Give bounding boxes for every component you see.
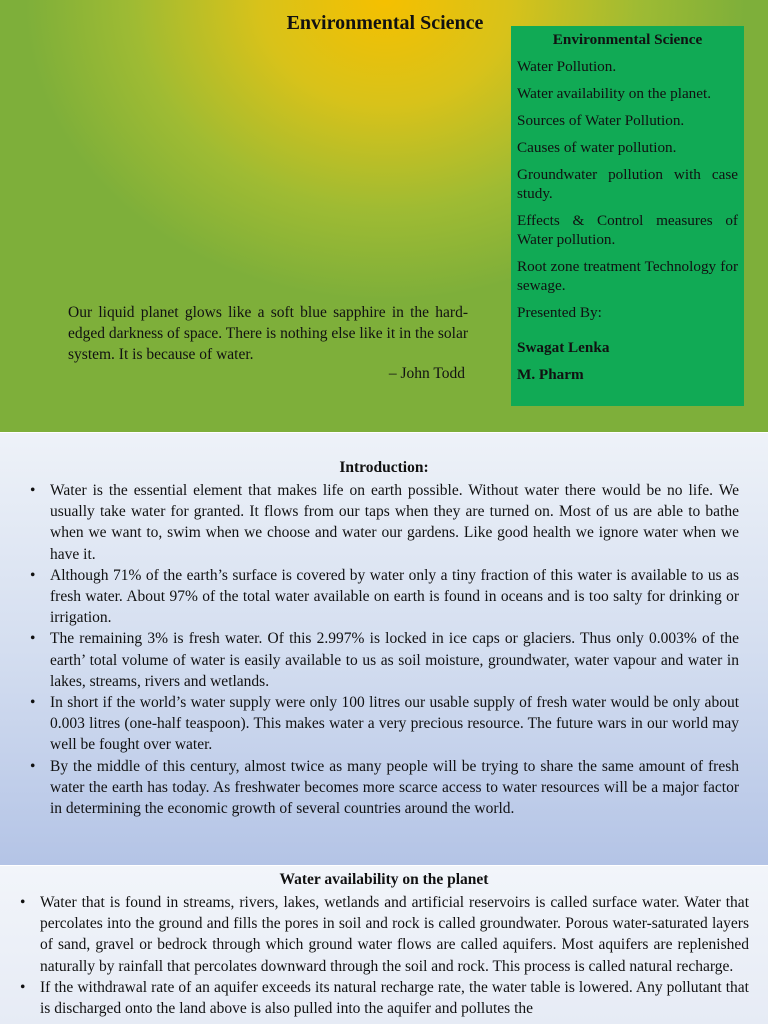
slide-title: Environmental Science xyxy=(286,12,484,34)
list-item xyxy=(30,692,739,756)
contents-item: Groundwater pollution with case study. xyxy=(517,166,738,202)
list-item-text: Water is the essential element that makes life on earth possible. Without water there would be no life. We usually take water for granted. It flows from our taps when they are turned on. Most of us are able to bathe when we want to, swim when we choose and water our gardens. Like good health we ignore water when we have it. xyxy=(50,482,739,563)
list-item xyxy=(30,565,739,629)
list-item xyxy=(30,480,739,565)
introduction-slide xyxy=(0,433,768,865)
list-item-text: Water that is found in streams, rivers, lakes, wetlands and artificial reservoirs is called surface water. Water that percolates into the ground and fills the pores in soil and rock is called groundwater. Porous water-saturated layers of sand, gravel or bedrock through which ground water flows are called aquifers. Most aquifers are replenished naturally by rainfall that percolates downward through the soil and rock. This process is called natural recharge. xyxy=(40,894,749,975)
bullet-icon: • xyxy=(20,894,26,911)
list-item-text: If the withdrawal rate of an aquifer exceeds its natural recharge rate, the water table is lowered. Any pollutant that is discharged onto the land above is also pulled into the aquifer and pollutes the xyxy=(40,978,749,1018)
list-item xyxy=(30,628,739,692)
presented-by-label: Presented By: xyxy=(517,304,602,321)
contents-item: Sources of Water Pollution. xyxy=(517,112,685,129)
contents-box xyxy=(511,26,744,406)
contents-item: Root zone treatment Technology for sewage. xyxy=(517,258,738,294)
bullet-list xyxy=(20,892,749,1019)
bullet-icon: • xyxy=(20,978,26,996)
bullet-icon: • xyxy=(30,757,36,775)
contents-item: Effects & Control measures of Water pollution. xyxy=(517,212,738,248)
contents-item: Water Pollution. xyxy=(517,58,617,75)
section-title: Introduction: xyxy=(339,459,429,476)
list-item xyxy=(20,892,749,977)
bullet-icon: • xyxy=(30,566,36,584)
contents-item: Causes of water pollution. xyxy=(517,139,677,156)
bullet-icon: • xyxy=(30,630,36,648)
author-name: Swagat Lenka xyxy=(517,339,610,356)
quote-text: Our liquid planet glows like a soft blue sapphire in the hard-edged darkness of space. There is nothing else like it in the solar system. It is because of water. xyxy=(68,304,468,363)
quote-author: – John Todd xyxy=(388,365,465,382)
bullet-icon: • xyxy=(30,694,36,712)
contents-title: Environmental Science xyxy=(552,31,703,48)
list-item xyxy=(30,756,739,820)
list-item xyxy=(20,977,749,1019)
bullet-list xyxy=(30,480,739,819)
water-availability-slide xyxy=(0,866,768,1024)
bullet-icon: • xyxy=(30,482,36,499)
list-item-text: By the middle of this century, almost twice as many people will be trying to share the same amount of fresh water the earth has today. As freshwater becomes more scarce access to water resources will be a major factor in determining the economic growth of several countries around the world. xyxy=(50,757,739,818)
list-item-text: In short if the world’s water supply were only 100 litres our usable supply of fresh water would be only about 0.003 litres (one-half teaspoon). This makes water a very precious resource. The future wars in our world may well be fought over water. xyxy=(50,694,739,754)
list-item-text: The remaining 3% is fresh water. Of this 2.997% is locked in ice caps or glaciers. Thus only 0.003% of the earth’ total volume of water is easily available to us as soil moisture, groundwater, water vapour and water in lakes, streams, rivers and wetlands. xyxy=(50,630,739,690)
contents-item: Water availability on the planet. xyxy=(517,85,712,102)
author-degree: M. Pharm xyxy=(517,366,584,383)
list-item-text: Although 71% of the earth’s surface is covered by water only a tiny fraction of this water is available to us as fresh water. About 97% of the total water available on earth is found in oceans and is too salty for drinking or irrigation. xyxy=(50,566,739,627)
title-slide xyxy=(0,0,768,432)
section-title: Water availability on the planet xyxy=(279,871,489,888)
